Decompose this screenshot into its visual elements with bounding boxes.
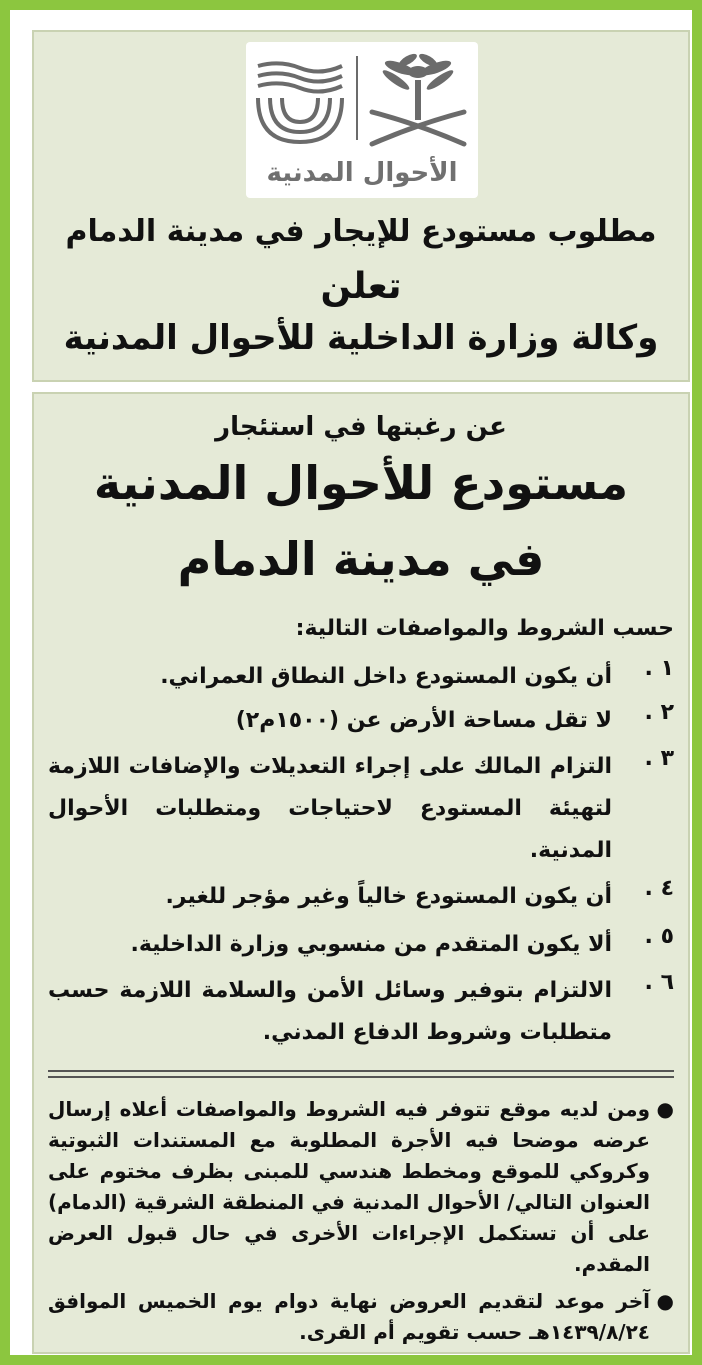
civil-affairs-logo xyxy=(246,42,478,198)
header-panel xyxy=(32,30,690,382)
main-title-line-1: مستودع للأحوال المدنية xyxy=(93,456,629,510)
note-text: آخر موعد لتقديم العروض نهاية دوام يوم الخميس الموافق ١٤٣٩/٨/٢٤هـ حسب تقويم أم القرى. xyxy=(48,1289,650,1344)
condition-number: ٤ . xyxy=(644,876,674,901)
main-title-line-2: في مدينة الدمام xyxy=(177,532,545,586)
header-line-2: تعلن xyxy=(320,266,402,307)
condition-item-1 xyxy=(48,656,674,698)
logo-divider xyxy=(356,56,358,140)
bullet-icon: ● xyxy=(656,1097,674,1121)
condition-number: ٣ . xyxy=(644,746,674,771)
condition-number: ١ . xyxy=(644,656,674,681)
condition-text: أن يكون المستودع خالياً وغير مؤجر للغير. xyxy=(165,884,612,909)
bullet-icon: ● xyxy=(656,1289,674,1313)
note-text: ومن لديه موقع تتوفر فيه الشروط والمواصفات أعلاه إرسال عرضه موضحا فيه الأجرة المطلوبة مع المستندات الثبوتية وكروكي للموقع ومخطط هندسي للمبنى بظرف مختوم على العنوان التالي/ الأحوال المدنية في المنطقة الشرقية (الدمام) على أن تستكمل الإجراءات الأخرى في حال قبول العرض المقدم. xyxy=(48,1097,650,1276)
condition-number: ٥ . xyxy=(644,924,674,949)
civil-affairs-mark-icon xyxy=(250,56,350,150)
condition-item-4 xyxy=(48,876,674,918)
header-line-1: مطلوب مستودع للإيجار في مدينة الدمام xyxy=(65,214,657,249)
divider-rule xyxy=(48,1076,674,1078)
condition-text: الالتزام بتوفير وسائل الأمن والسلامة اللازمة حسب متطلبات وشروط الدفاع المدني. xyxy=(48,978,612,1045)
content-panel xyxy=(32,392,690,1354)
condition-text: أن يكون المستودع داخل النطاق العمراني. xyxy=(160,664,612,689)
condition-number: ٢ . xyxy=(644,700,674,725)
condition-text: ألا يكون المتقدم من منسوبي وزارة الداخلية. xyxy=(130,932,612,957)
condition-item-3 xyxy=(48,746,674,872)
condition-text: التزام المالك على إجراء التعديلات والإضافات اللازمة لتهيئة المستودع لاحتياجات ومتطلبات الأحوال المدنية. xyxy=(48,754,612,863)
logo-caption: الأحوال المدنية xyxy=(266,158,458,188)
conditions-title: حسب الشروط والمواصفات التالية: xyxy=(295,616,674,641)
condition-text: لا تقل مساحة الأرض عن (١٥٠٠م٢) xyxy=(235,708,612,733)
header-line-3: وكالة وزارة الداخلية للأحوال المدنية xyxy=(63,318,659,358)
intro-text: عن رغبتها في استئجار xyxy=(215,412,507,442)
condition-number: ٦ . xyxy=(644,970,674,995)
condition-item-5 xyxy=(48,924,674,966)
note-item-2 xyxy=(48,1286,674,1348)
condition-item-6 xyxy=(48,970,674,1054)
condition-item-2 xyxy=(48,700,674,742)
palm-swords-emblem-icon xyxy=(364,50,472,150)
note-item-1 xyxy=(48,1094,674,1280)
divider-rule xyxy=(48,1070,674,1072)
